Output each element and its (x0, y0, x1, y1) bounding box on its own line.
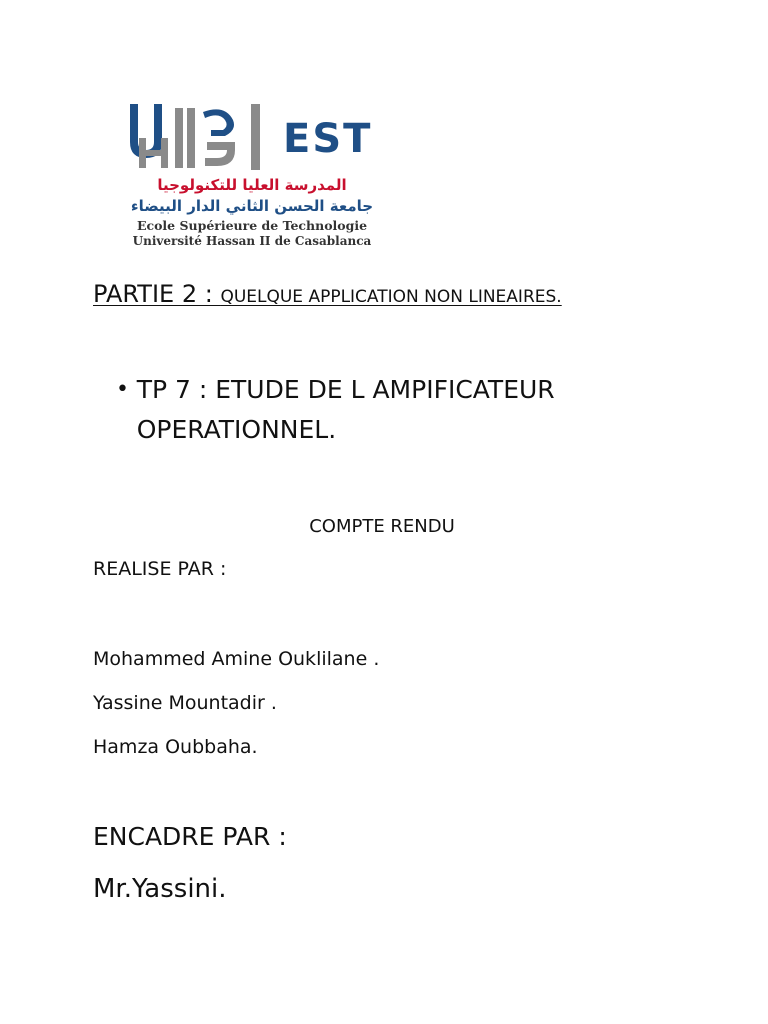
uh2-emblem-icon (125, 100, 275, 172)
est-wordmark: EST (283, 116, 373, 162)
logo-french-university: Université Hassan II de Casablanca (132, 234, 372, 248)
partie-subtitle: QUELQUE APPLICATION NON LINEAIRES. (220, 287, 562, 307)
logo-arabic-university: جامعة الحسن الثاني الدار البيضاء (130, 197, 374, 215)
logo-french-school: Ecole Supérieure de Technologie (136, 218, 368, 233)
partie-label: PARTIE 2 : (93, 280, 221, 308)
tp-item (116, 370, 676, 450)
list-item: Yassine Mountadir . (93, 692, 277, 714)
partie-heading (93, 280, 562, 308)
compte-rendu-text: COMPTE RENDU (309, 516, 455, 537)
compte-rendu-label (0, 516, 768, 537)
logo-arabic-school: المدرسة العليا للتكنولوجيا (157, 176, 347, 194)
est-logo (125, 100, 385, 250)
realise-par-label: REALISE PAR : (93, 558, 227, 580)
encadre-par-label: ENCADRE PAR : (93, 822, 287, 851)
bullet-icon: • (116, 377, 129, 402)
tp-title: TP 7 : ETUDE DE L AMPIFICATEUR OPERATIONNEL. (136, 375, 555, 444)
list-item: Hamza Oubbaha. (93, 736, 258, 758)
supervisor-name: Mr.Yassini. (93, 874, 227, 904)
list-item: Mohammed Amine Ouklilane . (93, 648, 380, 670)
author-list (93, 646, 379, 778)
